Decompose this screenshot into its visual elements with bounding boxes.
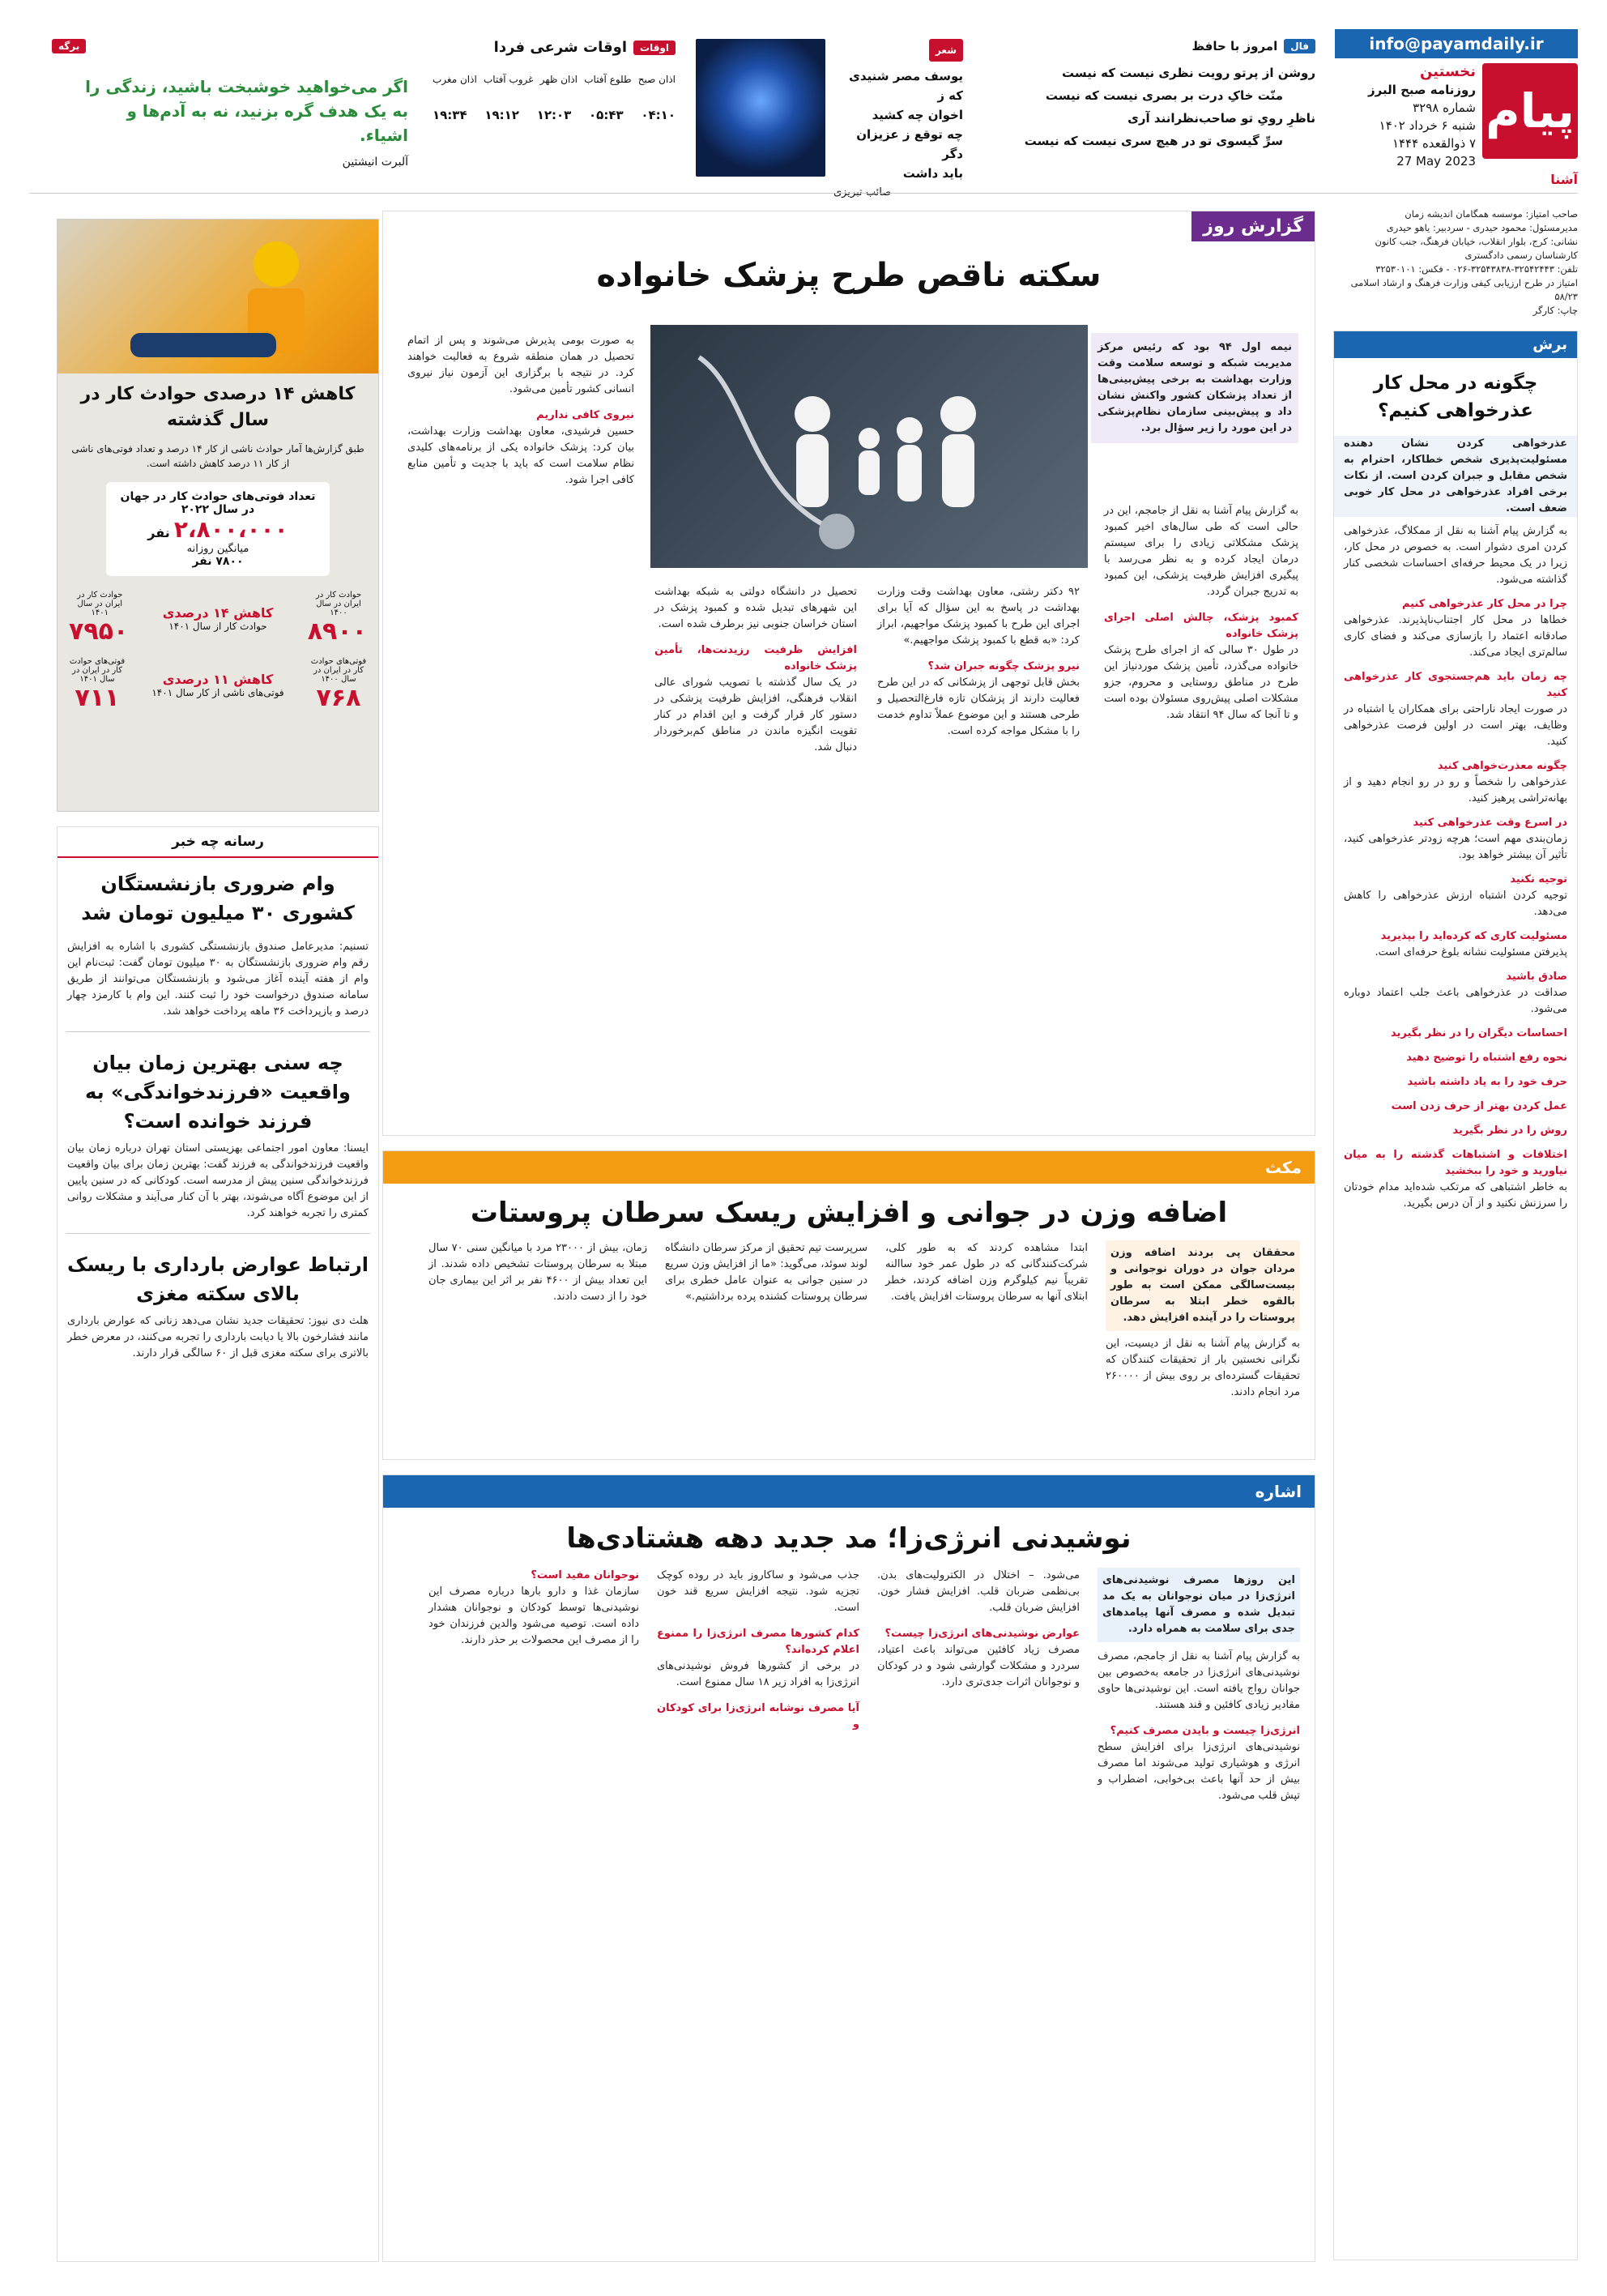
poem-line: باید داشت xyxy=(902,166,963,181)
apology-title: چگونه در محل کار عذرخواهی کنیم؟ xyxy=(1373,373,1538,421)
hafez-line: سرِّ گیسوی تو در هیچ سری نیست که نیست xyxy=(1024,134,1283,148)
news-divider xyxy=(66,1031,370,1032)
report-headline: سکته ناقص طرح پزشک خانواده xyxy=(596,257,1102,294)
apology-q5: توجیه نکنید xyxy=(1510,873,1567,886)
prayer-label: غروب آفتاب xyxy=(484,74,534,85)
family-stethoscope-icon xyxy=(650,325,1088,568)
apology-a13: به خاطر اشتباهی که مرتکب شده‌اید مدام خودتان را سرزنش نکنید و از آن درس بگیرید. xyxy=(1344,1181,1567,1210)
report-article xyxy=(382,211,1315,1136)
poem-line: چه توقع ز عزیزان دگر xyxy=(856,127,963,161)
report-col1-q1: کمبود پزشک، چالش اصلی اجرای پزشک خانواده xyxy=(1104,612,1298,640)
energy-col2-b: مصرف زیاد کافئین می‌تواند باعث اعتیاد، سردرد و مشکلات گوارشی شود و در کودکان و نوجوانان اثرات جدی‌تری دارد. xyxy=(877,1644,1080,1688)
apology-a6: پذیرفتن مسئولیت نشانه بلوغ حرفه‌ای است. xyxy=(1375,946,1567,958)
apology-q2: چه زمان باید هم‌جستجوی کار عذرخواهی کنید xyxy=(1344,671,1567,699)
energy-section: اشاره xyxy=(383,1475,1315,1508)
energy-lead: این روزها مصرف نوشیدنی‌های انرژی‌زا در میان نوجوانان به یک مد تبدیل شده و مصرف آنها پیامدهای جدی برای سلامت به همراه دارد. xyxy=(1098,1568,1300,1642)
apology-q8: احساسات دیگران را در نظر بگیرید xyxy=(1391,1027,1567,1039)
printer: چاپ: کارگر xyxy=(1532,305,1578,316)
prayer-title: اوقات شرعی فردا xyxy=(493,39,627,56)
email-bar[interactable]: info@payamdaily.ir xyxy=(1335,29,1578,58)
apology-q6: مسئولیت کاری که کرده‌اید را بپذیرید xyxy=(1380,930,1567,942)
energy-col3-b: در برخی از کشورها فروش نوشیدنی‌های انرژی‌زا به افراد زیر ۱۸ سال ممنوع است. xyxy=(657,1660,859,1688)
apology-q4: در اسرع وقت عذرخواهی کنید xyxy=(1413,817,1567,829)
obesity-article xyxy=(382,1150,1315,1460)
apology-q3: چگونه معذرت‌خواهی کنید xyxy=(1437,760,1567,772)
quote-box xyxy=(52,39,408,177)
apology-q11: عمل کردن بهتر از حرف زدن است xyxy=(1391,1100,1567,1112)
hafez-line: ناظرِ رویِ تو صاحب‌نظرانند آری xyxy=(1127,111,1315,126)
energy-col3-q: کدام کشورها مصرف انرژی‌زا را ممنوع اعلام کرده‌اند؟ xyxy=(657,1628,859,1656)
report-col2-q: نیرو پزشک چگونه جبران شد؟ xyxy=(927,660,1080,672)
report-col4 xyxy=(407,333,634,489)
report-col4-b: حسین فرشیدی، معاون بهداشت وزارت بهداشت، بیان کرد: پزشک خانواده یکی از برنامه‌های کلیدی نظام سلامت است که باید با جدیت و تأمین منابع کافی اجرا شود. xyxy=(407,425,634,486)
prayer-value: ۰۵:۴۳ xyxy=(589,108,624,122)
ad-world-value: ۲،۸۰۰،۰۰۰ xyxy=(173,516,288,543)
ad-reduce2-sub: فوتی‌های ناشی از کار سال ۱۴۰۱ xyxy=(151,686,284,698)
apology-q12: روش را در نظر بگیرید xyxy=(1452,1125,1567,1137)
prayer-label: طلوع آفتاب xyxy=(584,74,632,85)
paper-subtitle: روزنامه صبح البرز xyxy=(1368,83,1476,97)
manager: مدیرمسئول: محمود حیدری - سردبیر: یاهو حیدری xyxy=(1386,222,1578,233)
report-col4-text: به صورت بومی پذیرش می‌شوند و پس از اتمام تحصیل در همان منطقه شروع به فعالیت خواهند کرد. در نتیجه با برگزاری این آزمون نیاز نیروی انسانی کشور تأمین می‌شود. xyxy=(407,335,634,395)
hafez-badge: فال xyxy=(1284,39,1315,53)
apology-q1: چرا در محل کار عذرخواهی کنیم xyxy=(1401,598,1567,610)
worker-image xyxy=(58,220,378,373)
news-item1-body: تسنیم: مدیرعامل صندوق بازنشستگی کشوری با اشاره به افزایش رقم وام ضروری بازنشستگان به ۳۰ میلیون تومان گفت: ثبت‌نام این وام از هفته آینده آغاز می‌شود و بازنشستگان می‌توانند از طریق سامانه صندوق درخواست خود را ثبت کنند. این وام با کارمزد چهار درصد و بازپرداخت ۳۶ ماهه پرداخت خواهد شد. xyxy=(67,941,369,1018)
hafez-line: منّت خاکِ درت بر بصری نیست که نیست xyxy=(1045,88,1283,103)
report-col2 xyxy=(877,584,1080,740)
prayer-times xyxy=(433,39,676,160)
ad-stat4-label: فوتی‌های حوادث کار در ایران در سال ۱۴۰۱ xyxy=(69,657,126,684)
energy-col4-b: سازمان غذا و دارو بارها درباره مصرف این نوشیدنی‌ها توسط کودکان و نوجوانان هشدار داده است. توصیه می‌شود والدین فرزندان خود را از مصرف این محصولات بر حذر دارند. xyxy=(428,1585,639,1646)
obesity-section: مکث xyxy=(383,1151,1315,1184)
ad-reduce1-sub: حوادث کار از سال ۱۴۰۱ xyxy=(168,620,267,632)
apology-a1: خطاها در محل کار اجتناب‌ناپذیرند. عذرخواهی صادقانه اعتماد را بازسازی می‌کند و فضای کاری سالم‌تری ایجاد می‌کند. xyxy=(1344,614,1567,659)
prayer-label: اذان ظهر xyxy=(539,74,578,85)
obesity-lead: محققان پی بردند اضافه وزن مردان جوان در دوران نوجوانی و بیست‌سالگی ممکن است به طور بالقوه خطر ابتلا به سرطان پروستات را در آینده افزایش دهد. xyxy=(1106,1240,1300,1331)
energy-col2-q: عوارض نوشیدنی‌های انرژی‌زا چیست؟ xyxy=(884,1628,1080,1640)
apology-q10: حرف خود را به یاد داشته باشید xyxy=(1407,1076,1567,1088)
report-image xyxy=(650,325,1088,568)
prayer-label: اذان صبح xyxy=(637,74,676,85)
report-col1-b: در طول ۳۰ سالی که از اجرای طرح پزشک خانواده می‌گذرد، تأمین پزشک موردنیاز این طرح در مناطق روستایی و محروم، جزو مشکلات اصلی پیش‌روی مسئولان بوده است و تا آنجا که سال ۹۴ انتقاد شد. xyxy=(1104,644,1298,721)
ad-world-unit: نفر xyxy=(147,525,170,540)
report-col3-b: در یک سال گذشته با تصویب شورای عالی انقلاب فرهنگی، افزایش ظرفیت پزشکی در دستور کار قرار گرفت و این اقدام در کنار تقویت انگیزه ماندن در مناطق کم‌برخوردار دنبال شد. xyxy=(654,676,857,753)
news-column xyxy=(57,826,379,2262)
apology-a5: توجیه کردن اشتباه ارزش عذرخواهی را کاهش می‌دهد. xyxy=(1344,890,1567,918)
prayer-value: ۱۲:۰۳ xyxy=(536,108,572,122)
hafez-label: امروز با حافظ xyxy=(1191,39,1278,53)
logo xyxy=(1482,63,1578,159)
issue-number: شماره ۳۲۹۸ xyxy=(1413,100,1476,115)
flower-image xyxy=(696,39,825,177)
masthead xyxy=(1335,29,1578,191)
poem-author: صائب تبریزی xyxy=(833,186,892,198)
logo-area xyxy=(1335,63,1578,170)
apology-intro: به گزارش پیام آشنا به نقل از ممکلاگ، عذرخواهی کردن امری دشوار است. به خصوص در محل کار، زیرا در یک محیط حرفه‌ای احساسات شخصی کنار گذاشته می‌شود. xyxy=(1344,525,1567,586)
quote-badge: برگه xyxy=(52,39,86,53)
news-item2-body: ایسنا: معاون امور اجتماعی بهزیستی استان تهران درباره زمان بیان واقعیت فرزندخواندگی به فرزند گفت: بهترین زمان برای بیان واقعیت فرزندخواندگی سنین پیش از مدرسه است. کودکانی که در سنین پایین از این موضوع آگاه می‌شوند، بهتر با آن کنار می‌آیند و مشکلات روانی کمتری را تجربه خواهند کرد. xyxy=(67,1142,369,1219)
ad-sub: طبق گزارش‌ها آمار حوادث ناشی از کار ۱۴ درصد و تعداد فوتی‌های ناشی از کار ۱۱ درصد کاهش داشته است. xyxy=(71,443,364,469)
imprint xyxy=(1335,207,1578,318)
energy-col1-b: نوشیدنی‌های انرژی‌زا برای افزایش سطح انرژی و هوشیاری تولید می‌شوند اما مصرف بیش از حد آنها باعث بی‌خوابی، اضطراب و تپش قلب می‌شود. xyxy=(1098,1741,1300,1802)
ad-stat2-value: ۷۹۵۰ xyxy=(69,617,129,646)
prayer-badge: اوقات xyxy=(633,41,676,55)
apology-q9: نحوه رفع اشتباه را توضیح دهید xyxy=(1406,1052,1567,1064)
quote-text: اگر می‌خواهید خوشبخت باشید، زندگی را به یک هدف گره بزنید، نه به آدم‌ها و اشیاء. xyxy=(85,77,408,145)
ad-daily-value: ۷۸۰۰ نفر xyxy=(192,555,244,568)
news-divider xyxy=(66,1233,370,1234)
ad-reduce2: کاهش ۱۱ درصدی xyxy=(162,671,274,687)
prayer-value: ۱۹:۱۲ xyxy=(484,108,519,122)
apology-q13: اختلافات و اشتباهات گذشته را به میان نیاورید و خود را ببخشید xyxy=(1344,1149,1567,1177)
hafez-line: روشن از پرتو رویت نظری نیست که نیست xyxy=(1062,66,1315,80)
poem-line: اخوان چه کشید xyxy=(872,108,963,122)
logo-subtext: آشنا xyxy=(1550,172,1578,187)
obesity-col1: به گزارش پیام آشنا به نقل از دیسیت، این نگرانی نخستین بار از تحقیقات کنندگان که تحقیقات گسترده‌ای بر روی بیش از ۲۶۰۰۰۰ مرد انجام دادند. xyxy=(1106,1338,1300,1398)
energy-col2: می‌شود. – اختلال در الکترولیت‌های بدن. بی‌نظمی ضربان قلب. افزایش فشار خون. افزایش ضربان قلب. xyxy=(877,1569,1080,1614)
poem-box xyxy=(696,39,963,198)
address: نشانی: کرج، بلوار انقلاب، خیابان فرهنگ، جنب کانون کارشناسان رسمی دادگستری xyxy=(1375,236,1578,261)
prayer-value: ۱۹:۳۴ xyxy=(433,108,467,122)
ad-reduce1: کاهش ۱۴ درصدی xyxy=(162,604,274,621)
obesity-col2: ابتدا مشاهده کردند که به طور کلی، شرکت‌کنندگانی که در طول عمر خود ساالنه تقریباً نیم کیلوگرم وزن اضافه کردند، خطر ابتلای آنها به سرطان پروستات افزایش یافت. xyxy=(885,1242,1088,1303)
report-col4-q: نیروی کافی نداریم xyxy=(536,409,634,421)
poem-badge: شعر xyxy=(929,39,963,62)
paper-tag: نخستین xyxy=(1420,63,1476,80)
apology-a2: در صورت ایجاد ناراحتی برای همکاران یا اشتباه در وظایف، بهتر است در اولین فرصت عذرخواهی کنید. xyxy=(1344,703,1567,748)
header-divider xyxy=(29,193,1578,194)
date-hijri: ۷ ذوالقعده ۱۴۴۴ xyxy=(1392,136,1476,151)
news-section: رسانه چه خبر xyxy=(58,827,378,858)
prayer-value: ۰۴:۱۰ xyxy=(641,108,676,122)
poem-line: یوسف مصر شنیدی که ز xyxy=(849,69,963,103)
ad-headline: کاهش ۱۴ درصدی حوادث کار در سال گذشته xyxy=(80,384,356,430)
apology-a4: زمان‌بندی مهم است؛ هرچه زودتر عذرخواهی کنید، تأثیر آن بیشتر خواهد بود. xyxy=(1344,833,1567,861)
report-col2-text: ۹۲ دکتر رشتی، معاون بهداشت وقت وزارت بهداشت در پاسخ به این سؤال که آیا برای اجرای این طرح با کمبود پزشک مواجهیم، ابراز کرد: «به قطع با کمبود پزشک مواجهیم.» xyxy=(877,586,1080,647)
license: امتیاز در طرح ارزیابی کیفی وزارت فرهنگ و ارشاد اسلامی ۵۸/۲۳ xyxy=(1350,277,1578,302)
energy-col1-q: انرژی‌زا چیست و بایدن مصرف کنیم؟ xyxy=(1110,1725,1300,1737)
report-col1-text: به گزارش پیام آشنا به نقل از جامجم، این در حالی است که طی سال‌های اخیر کمبود پزشک مشکلاتی زیادی را برای سیستم درمان ایجاد کرده و به نظر می‌رسد با پیگیری افزایش ظرفیت پزشکی، این کمبود به تدریج جبران گردد. xyxy=(1104,505,1298,598)
report-lead: نیمه اول ۹۴ بود که رئیس مرکز مدیریت شبکه و توسعه سلامت وقت وزارت بهداشت به برخی پیش‌بینی‌ها از تعداد پزشکان کشور واکنش نشان داد و پیش‌بینی سازمان نظام‌پزشکی در این مورد را زیر سؤال برد. xyxy=(1091,333,1298,443)
report-col2-b: بخش قابل توجهی از پزشکانی که در این طرح فعالیت دارند از پزشکان تازه فارغ‌التحصیل و طرحی هستند و این موضوع عملاً تداوم خدمت را با مشکل مواجه کرده است. xyxy=(877,676,1080,737)
ad-stat1-label: حوادث کار در ایران در سال ۱۴۰۰ xyxy=(315,591,362,617)
news-item2-title[interactable]: چه سنی بهترین زمان بیان واقعیت «فرزندخواندگی» به فرزند خوانده است؟ xyxy=(85,1052,351,1133)
issue-info xyxy=(1368,63,1476,170)
energy-col3: جذب می‌شود و ساکاروز باید در روده کوچک تجزیه شود. نتیجه افزایش سریع قند خون است. xyxy=(657,1569,859,1614)
apology-a3: عذرخواهی را شخصاً و رو در رو انجام دهید و از بهانه‌تراشی پرهیز کنید. xyxy=(1344,776,1567,804)
apology-q7: صادق باشید xyxy=(1506,971,1567,983)
obesity-col4: زمان، بیش از ۲۳۰۰۰ مرد با میانگین سنی ۷۰ سال مبتلا به سرطان پروستات تشخیص داده شدند. از این تعداد بیش از ۴۶۰۰ نفر بر اثر این بیماری جان خود را از دست دادند. xyxy=(428,1242,648,1303)
apology-section: برش xyxy=(1334,331,1577,358)
report-section: گزارش روز xyxy=(1191,211,1315,241)
date-en: 27 May 2023 xyxy=(1396,154,1476,169)
news-item1-title[interactable]: وام ضروری بازنشستگان کشوری ۳۰ میلیون تومان شد xyxy=(81,873,355,924)
obesity-headline: اضافه وزن در جوانی و افزایش ریسک سرطان پروستات xyxy=(470,1197,1228,1229)
report-col3-q: افزایش ظرفیت رزیدنت‌ها، تأمین پزشک خانواده xyxy=(654,644,857,672)
logo-text: پیام xyxy=(1486,83,1575,139)
ad-stat3-value: ۷۶۸ xyxy=(316,684,361,712)
energy-col1: به گزارش پیام آشنا به نقل از جامجم، مصرف نوشیدنی‌های انرژی‌زا در جامعه به‌خصوص بین جوانان رواج یافته است. این نوشیدنی‌ها حاوی مقادیر زیادی کافئین و قند هستند. xyxy=(1098,1650,1300,1711)
quote-author: آلبرت انیشتین xyxy=(342,156,408,169)
ad-world-title: تعداد فوتی‌های حوادث کار در جهان در سال ۲۰۲۲ xyxy=(120,490,316,516)
date-fa: شنبه ۶ خرداد ۱۴۰۲ xyxy=(1379,118,1476,133)
ad-stat4-value: ۷۱۱ xyxy=(75,684,120,712)
ad-stat3-label: فوتی‌های حوادث کار در ایران در سال ۱۴۰۰ xyxy=(310,657,367,684)
owner: صاحب امتیاز: موسسه همگامان اندیشه زمان xyxy=(1405,208,1578,220)
ad-stat1-value: ۸۹۰۰ xyxy=(307,617,367,646)
apology-lead: عذرخواهی کردن نشان دهنده مسئولیت‌پذیری شخص خطاکار، احترام به شخص مقابل و جبران کردن است. از نکات برخی افراد عذرخواهی در محل کار خوبی ضعف است. xyxy=(1334,436,1577,517)
apology-a7: صداقت در عذرخواهی باعث جلب اعتماد دوباره می‌شود. xyxy=(1344,987,1567,1015)
energy-headline: نوشیدنی انرژی‌زا؛ مد جدید دهه هشتادی‌ها xyxy=(566,1522,1132,1555)
news-item3-title[interactable]: ارتباط عوارض بارداری با ریسک بالای سکته مغزی xyxy=(66,1253,369,1305)
injured-worker-icon xyxy=(58,220,378,373)
safety-ad xyxy=(57,219,379,812)
prayer-label: اذان مغرب xyxy=(433,74,477,85)
apology-column xyxy=(1333,331,1578,2260)
energy-article xyxy=(382,1474,1315,2262)
report-col1 xyxy=(1104,503,1298,723)
ad-daily-label: میانگین روزانه xyxy=(186,543,249,555)
phone: تلفن: ۳۲۵۴۲۴۴۳-۳۲۵۴۳۸۳۸-۰۲۶ - فکس: ۳۲۵۳۰۱۰۱ xyxy=(1375,263,1578,275)
energy-col3-q2: آیا مصرف نوشابه انرژی‌زا برای کودکان و xyxy=(657,1702,859,1731)
news-item3-body: هلث دی نیوز: تحقیقات جدید نشان می‌دهد زنانی که عوارض بارداری مانند فشارخون بالا یا دیابت بارداری را تجربه می‌کنند، در معرض خطر بالاتری برای سکته مغزی قبل از ۶۰ سالگی قرار دارند. xyxy=(67,1315,369,1359)
obesity-col3: سرپرست تیم تحقیق از مرکز سرطان دانشگاه لوند سوئد، می‌گوید: «ما از افزایش وزن سریع در سنین جوانی به عنوان عامل خطری برای سرطان پروستات کشنده پرده برداشتیم.» xyxy=(665,1242,867,1303)
report-col3 xyxy=(654,584,857,756)
ad-stat2-label: حوادث کار در ایران در سال ۱۴۰۱ xyxy=(77,591,123,617)
energy-col4-q: نوجوانان مفید است؟ xyxy=(531,1569,639,1581)
report-col3-text: تحصیل در دانشگاه دولتی به شبکه بهداشت این شهرهای تبدیل شده و کمبود پزشک در استان خراسان جنوبی نیز برطرف شده است. xyxy=(654,586,857,630)
hafez-box xyxy=(983,39,1315,185)
